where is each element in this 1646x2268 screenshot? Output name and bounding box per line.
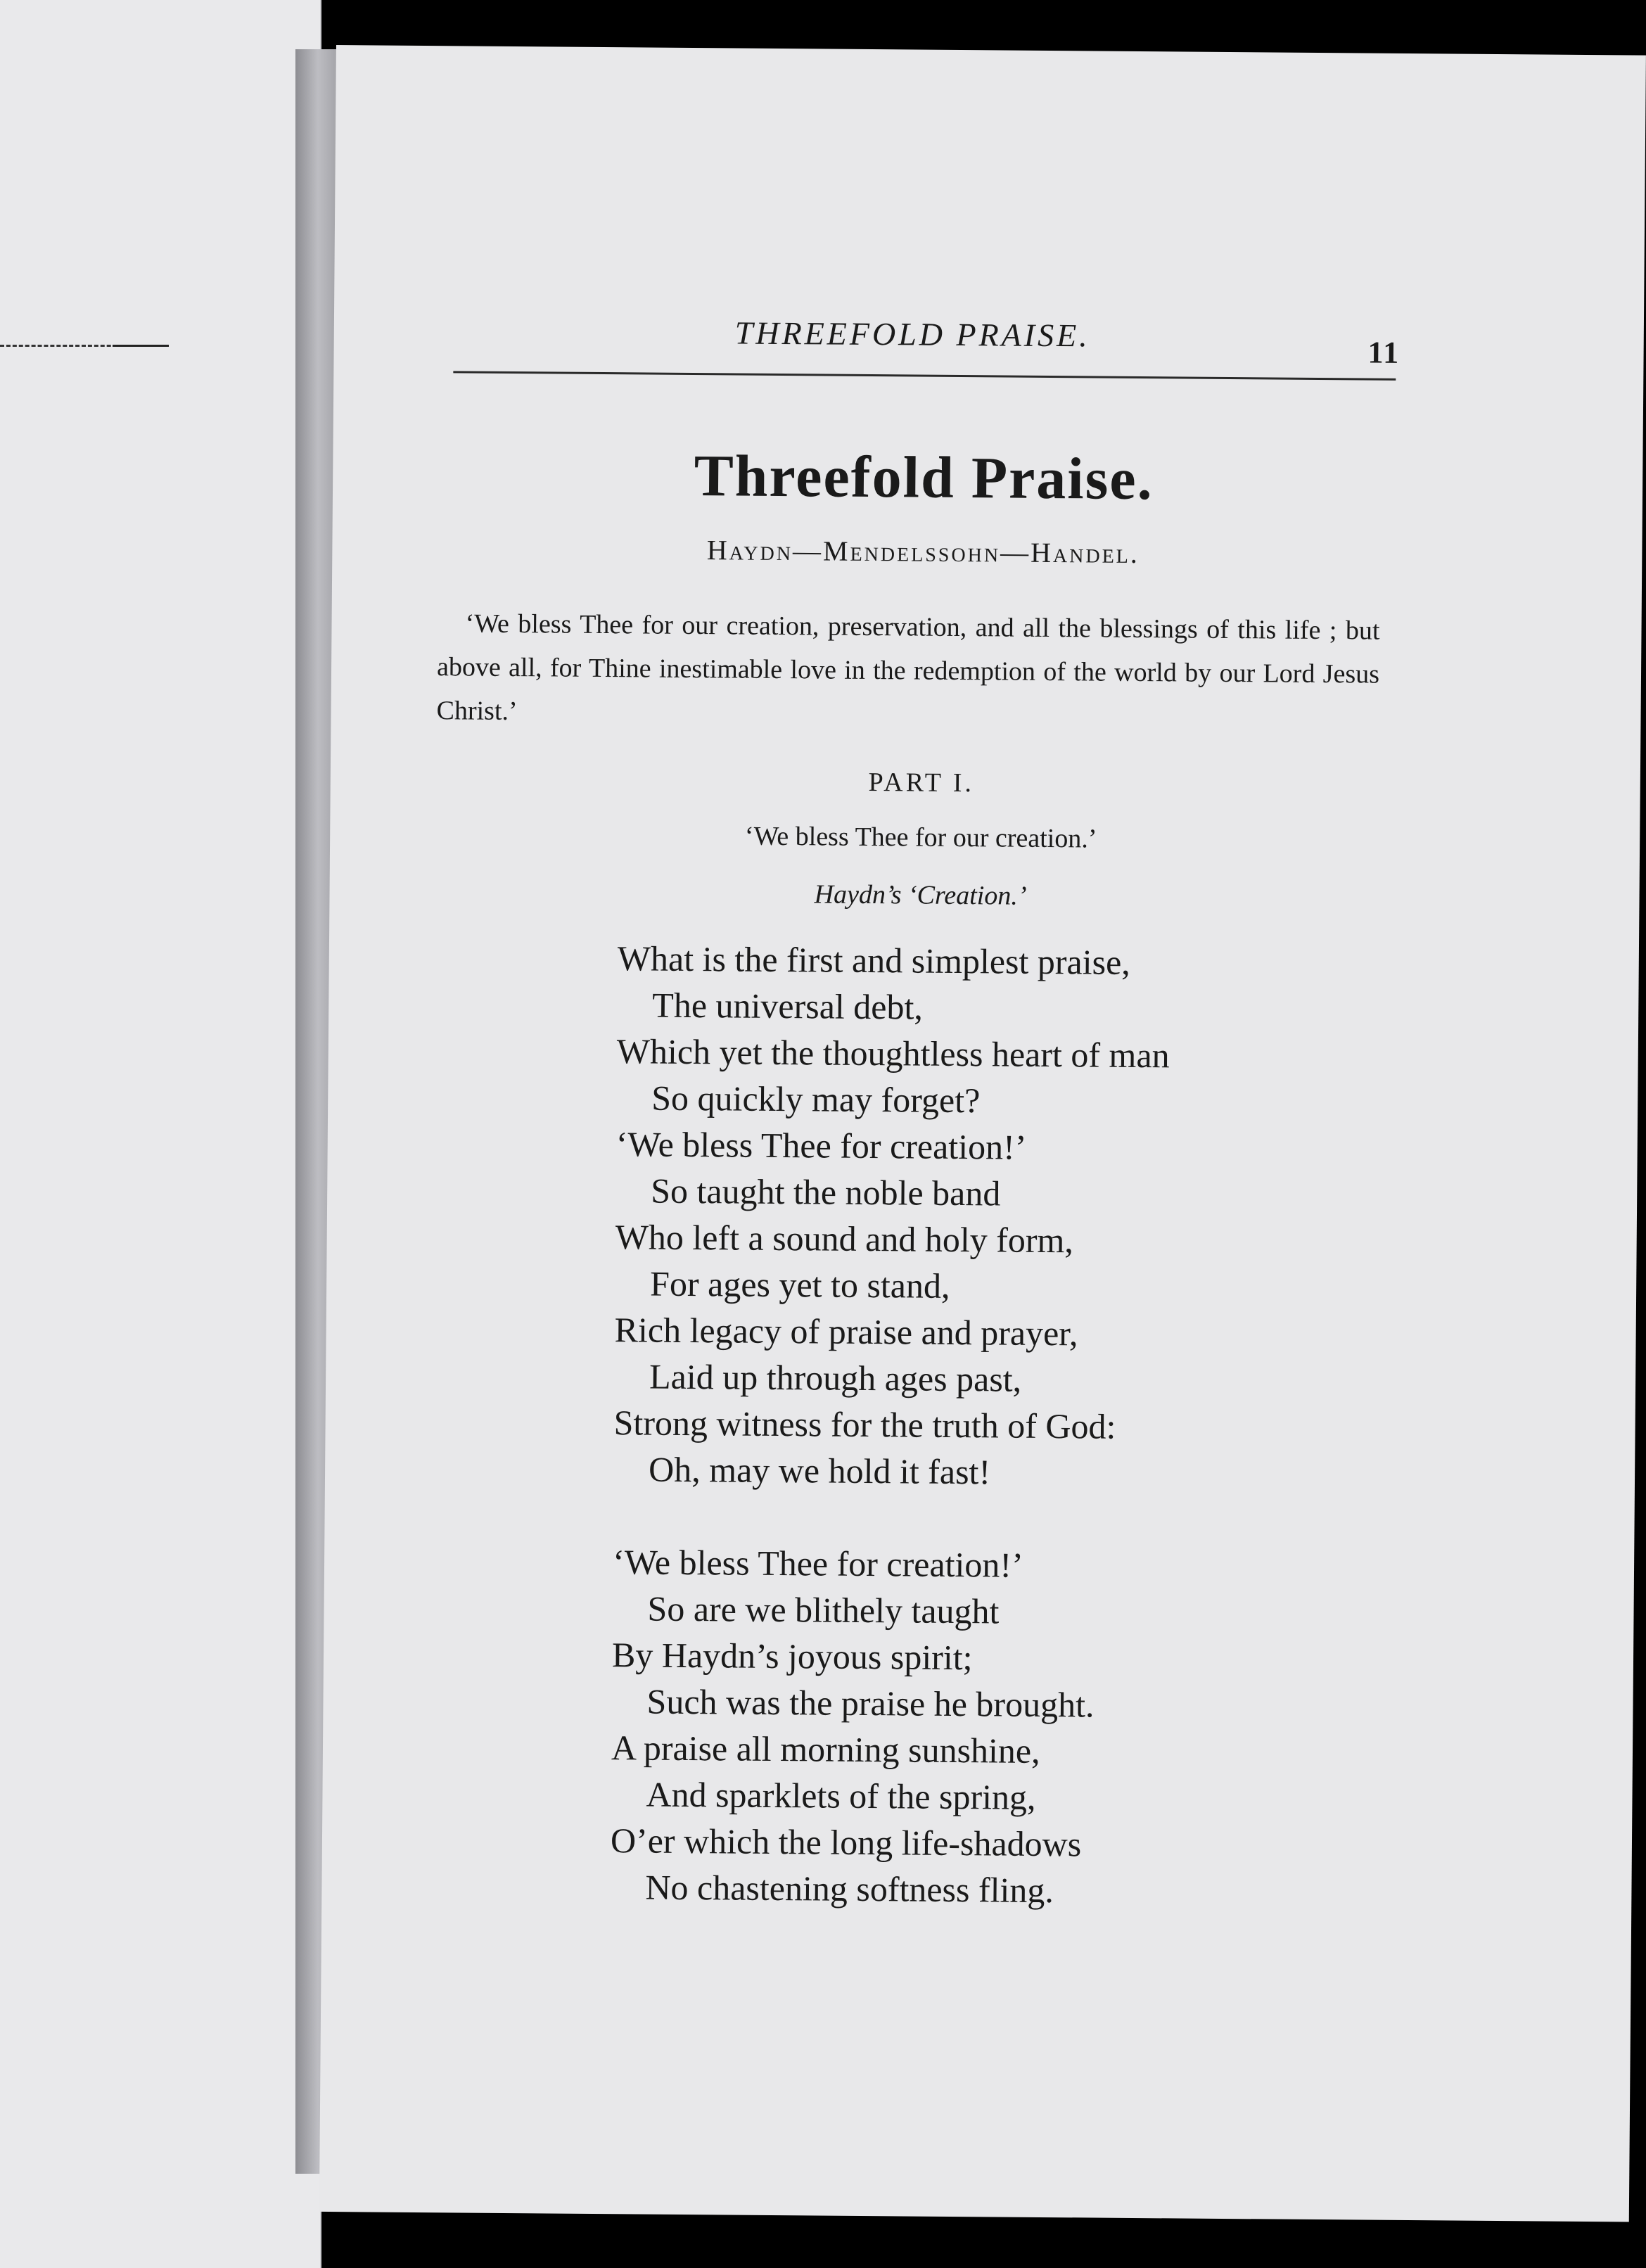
part-source: Haydn’s ‘Creation.’ <box>814 879 1027 911</box>
verse-line: By Haydn’s joyous spirit; <box>611 1635 973 1678</box>
verse-line: O’er which the long life-shadows <box>610 1821 1082 1864</box>
verse-line: Strong witness for the truth of God: <box>613 1403 1116 1446</box>
epigraph: ‘We bless Thee for our creation, preservation, and all the blessings of this life ; but above all, for Thine inestimable love in the redemption of the world by our Lord Jesus Christ.’ <box>436 609 1380 727</box>
verse-line: ‘We bless Thee for creation!’ <box>615 1124 1027 1167</box>
verse-line: For ages yet to stand, <box>649 1263 950 1306</box>
verse-line: So quickly may forget? <box>651 1078 981 1121</box>
verse-line: Rich legacy of praise and prayer, <box>614 1310 1078 1353</box>
verse-line: What is the first and simplest praise, <box>617 938 1131 982</box>
verse-line: So are we blithely taught <box>647 1588 1000 1631</box>
part-quote: ‘We bless Thee for our creation.’ <box>744 821 1097 854</box>
facing-page <box>0 0 321 2268</box>
verse-line: Laid up through ages past, <box>649 1356 1022 1399</box>
poem-title: Threefold Praise. <box>694 443 1154 513</box>
stanza <box>613 935 1170 1496</box>
verse-line: A praise all morning sunshine, <box>611 1728 1040 1771</box>
verse-line: No chastening softness fling. <box>645 1867 1054 1911</box>
verse-line: And sparklets of the spring, <box>646 1774 1036 1817</box>
book-page <box>319 45 1646 2222</box>
verse-line: Who left a sound and holy form, <box>615 1217 1074 1261</box>
verse-line: The universal debt, <box>652 985 924 1027</box>
composers-line: Haydn—Mendelssohn—Handel. <box>706 534 1140 569</box>
running-head: THREEFOLD PRAISE. <box>734 314 1090 354</box>
verse-line: Oh, may we hold it fast! <box>648 1449 991 1492</box>
verse-line: ‘We bless Thee for creation!’ <box>612 1542 1023 1585</box>
stanza <box>610 1538 1095 1913</box>
verse-line: Which yet the thoughtless heart of man <box>616 1031 1170 1076</box>
verse-line: So taught the noble band <box>651 1171 1001 1213</box>
facing-page-rule-end <box>113 345 169 347</box>
verse-line: Such was the praise he brought. <box>646 1681 1095 1725</box>
page-number: 11 <box>1367 335 1401 370</box>
part-heading: PART I. <box>868 767 975 798</box>
header-rule <box>453 371 1396 381</box>
